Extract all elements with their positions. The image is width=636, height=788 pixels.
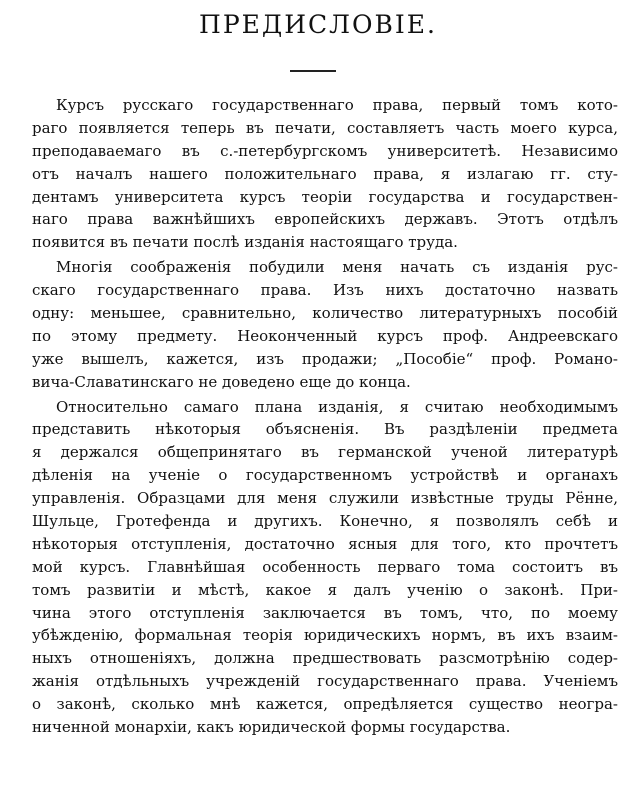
text-line: ниченной монархіи, какъ юридической формы государства. xyxy=(32,718,511,737)
text-line: жанія отдѣльныхъ учрежденій государственнаго права. Ученіемъ xyxy=(32,672,618,691)
text-line: отъ началъ нашего положительнаго права, я излагаю гг. сту- xyxy=(32,164,618,183)
paragraph xyxy=(32,396,618,739)
text-line: убѣжденію, формальная теорія юридическихъ нормъ, въ ихъ взаим- xyxy=(32,626,618,645)
text-line: Курсъ русскаго государственнаго права, первый томъ кото- xyxy=(56,96,618,114)
text-line: дентамъ университета курсъ теоріи государства и государствен- xyxy=(32,187,618,206)
text-line: Относительно самаго плана изданія, я считаю необходимымъ xyxy=(56,397,618,416)
text-line: Многія соображенія побудили меня начать съ изданія рус- xyxy=(56,258,618,277)
text-line: мой курсъ. Главнѣйшая особенность перваго тома состоитъ въ xyxy=(32,557,618,576)
text-line: вича-Славатинскаго не доведено еще до конца. xyxy=(32,372,411,391)
paragraph xyxy=(32,94,618,254)
text-line: я держался общепринятаго въ германской ученой литературѣ xyxy=(32,443,618,462)
text-line: появится въ печати послѣ изданія настоящаго труда. xyxy=(32,233,458,252)
page-title: ПРЕДИСЛОВІЕ. xyxy=(199,10,437,39)
text-line: наго права важнѣйшихъ европейскихъ державъ. Этотъ отдѣлъ xyxy=(32,210,618,229)
text-line: раго появляется теперь въ печати, составляетъ часть моего курса, xyxy=(32,118,618,137)
text-line: о законѣ, сколько мнѣ кажется, опредѣляется существо неогра- xyxy=(32,695,618,714)
text-line: управленія. Образцами для меня служили извѣстные труды Рённе, xyxy=(32,489,618,508)
text-line: Шульце, Гротефенда и другихъ. Конечно, я позволялъ себѣ и xyxy=(32,512,618,531)
text-line: томъ развитіи и мѣстѣ, какое я далъ ученію о законѣ. При- xyxy=(32,580,618,599)
text-line: уже вышелъ, кажется, изъ продажи; „Пособіе“ проф. Романо- xyxy=(32,349,618,368)
paragraph xyxy=(32,256,618,393)
text-line: одну: меньшее, сравнительно, количество литературныхъ пособій xyxy=(32,304,618,323)
text-line: ныхъ отношеніяхъ, должна предшествовать разсмотрѣнію содер- xyxy=(32,649,618,668)
preface-body xyxy=(32,94,618,739)
text-line: представить нѣкоторыя объясненія. Въ раздѣленіи предмета xyxy=(32,420,618,439)
text-line: скаго государственнаго права. Изъ нихъ достаточно назвать xyxy=(32,281,618,300)
text-line: по этому предмету. Неоконченный курсъ проф. Андреевскаго xyxy=(32,326,618,345)
text-line: дѣленія на ученіе о государственномъ устройствѣ и органахъ xyxy=(32,466,618,485)
text-line: чина этого отступленія заключается въ томъ, что, по моему xyxy=(32,603,618,622)
title-divider xyxy=(290,70,336,72)
text-line: нѣкоторыя отступленія, достаточно ясныя для того, кто прочтетъ xyxy=(32,534,618,553)
text-line: преподаваемаго въ с.-петербургскомъ университетѣ. Независимо xyxy=(32,141,618,160)
